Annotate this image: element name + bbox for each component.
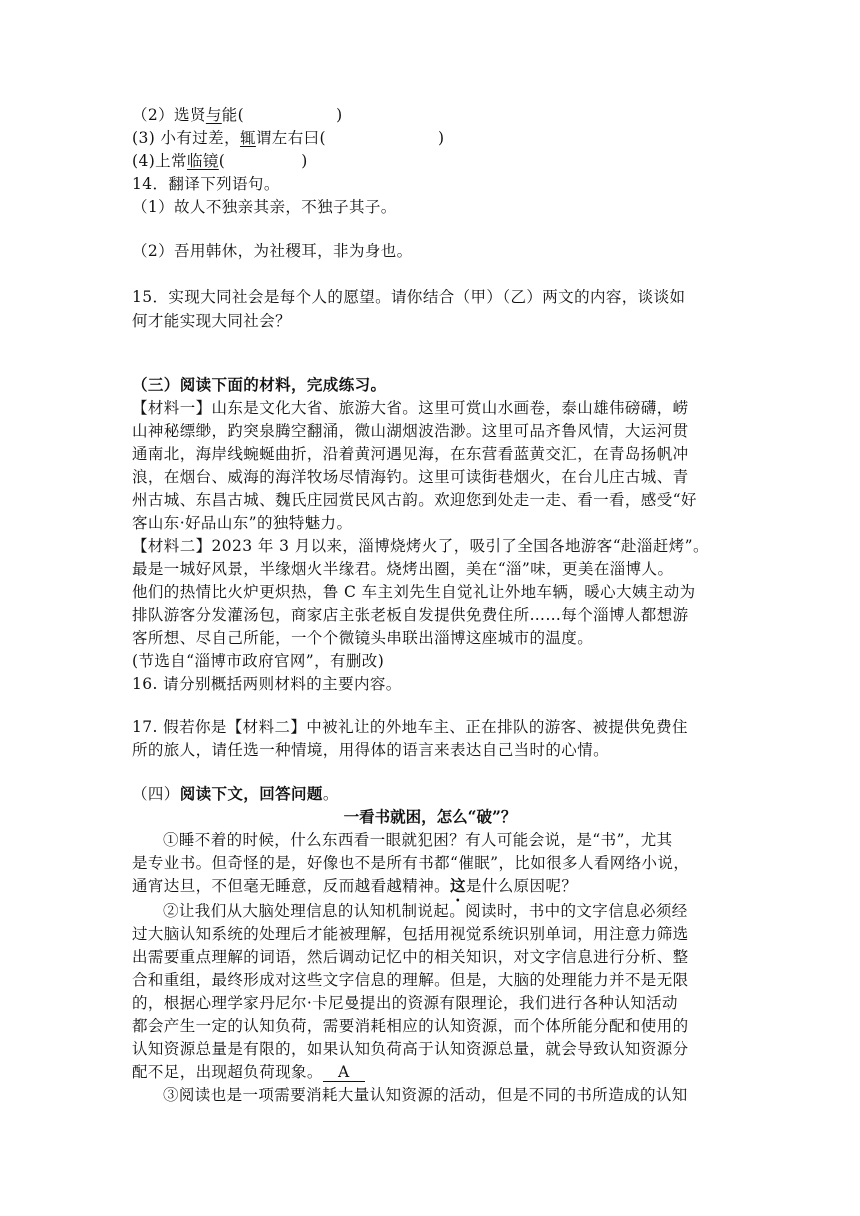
paragraph-2-line-6: 都会产生一定的认知负荷，需要消耗相应的认知资源，而个体所能分配和使用的: [132, 1017, 689, 1035]
paragraph-2-line-1: ②让我们从大脑处理信息的认知机制说起。阅读时，书中的文字信息必须经: [163, 902, 688, 920]
paragraph-2-line-5: 的，根据心理学家丹尼尔·卡尼曼提出的资源有限理论，我们进行各种认知活动: [132, 994, 678, 1012]
article-title: 一看书就困，怎么“破”？: [343, 807, 517, 826]
q13-item-3: [132, 127, 444, 149]
q14-sentence-1: （1）故人不独亲其亲，不独子其子。: [132, 198, 397, 216]
material-2-line-3: 他们的热情比火炉更炽热，鲁 C 车主刘先生自觉礼让外地车辆，暖心大姨主动为: [132, 583, 696, 601]
material-2-line-2: 最是一城好风景，半缘烟火半缘君。烧烤出圈，美在“淄”味，更美在淄博人。: [132, 560, 674, 578]
q13-item-4-underlined-word: 临镜: [186, 152, 219, 170]
material-2-line-4: 排队游客分发灌汤包，商家店主张老板自发提供免费住所……每个淄博人都想游: [132, 606, 689, 624]
q15-line-2: 何才能实现大同社会？: [132, 312, 292, 330]
paragraph-2-line-4: 合和重组，最终形成对这些文字信息的理解。但是，大脑的处理能力并不是无限: [132, 971, 689, 989]
q13-item-4-close: ): [301, 152, 308, 170]
section-4-instruction: 阅读下文，回答问题: [179, 784, 323, 803]
q13-item-3-underlined-word: 辄: [239, 129, 256, 147]
material-source: (节选自“淄博市政府官网”，有删改): [132, 652, 385, 670]
paragraph-3-line-1: ③阅读也是一项需要消耗大量认知资源的活动，但是不同的书所造成的认知: [163, 1086, 688, 1104]
paragraph-1-line-3-text: 通宵达旦，不但毫无睡意，反而越看越精神。: [132, 877, 451, 895]
paragraph-2-line-2: 过大脑认知系统的处理后才能被理解，包括用视觉系统识别单词，用注意力筛选: [132, 925, 689, 943]
q13-item-2-text: （2）选贤: [132, 106, 206, 124]
q13-item-3-text-b: 谓左右曰(: [255, 129, 326, 147]
q14-title: 14．翻译下列语句。: [132, 175, 280, 193]
paragraph-1-line-3-text-b: 是什么原因呢？: [465, 877, 578, 895]
q13-item-4-text-b: (: [218, 152, 226, 170]
q15-line-1: 15．实现大同社会是每个人的愿望。请你结合（甲）（乙）两文的内容，谈谈如: [132, 288, 686, 306]
emphasized-word: 这: [450, 876, 466, 895]
q13-item-3-text: (3) 小有过差，: [132, 129, 240, 147]
q13-item-2-underlined-word: 与: [205, 106, 222, 124]
material-1-line-1: 【材料一】山东是文化大省、旅游大省。这里可赏山水画卷，泰山雄伟磅礴，崂: [132, 399, 689, 417]
paragraph-2-line-7: 认知资源总量是有限的，如果认知负荷高于认知资源总量，就会导致认知资源分: [132, 1040, 689, 1058]
q13-item-2: [132, 104, 343, 126]
section-4-period: 。: [322, 785, 339, 803]
q17-line-2: 所的旅人，请任选一种情境，用得体的语言来表达自己当时的心情。: [132, 741, 610, 759]
material-2-line-5: 客所想、尽自己所能，一个个微镜头串联出淄博这座城市的温度。: [132, 629, 594, 647]
q13-item-4-text: (4)上常: [132, 152, 187, 170]
paragraph-2-line-8: [132, 1061, 365, 1083]
q14-sentence-2: （2）吾用韩休，为社稷耳，非为身也。: [132, 242, 413, 260]
q17-line-1: 17. 假若你是【材料二】中被礼让的外地车主、正在排队的游客、被提供免费住: [132, 718, 688, 736]
section-4-heading: [132, 783, 339, 805]
paragraph-2-line-3: 出需要重点理解的词语，然后调动记忆中的相关知识，对文字信息进行分析、整: [132, 948, 689, 966]
section-3-heading: （三）阅读下面的材料，完成练习。: [132, 375, 387, 394]
material-1-line-2: 山神秘缥缈，趵突泉腾空翻涌，微山湖烟波浩渺。这里可品齐鲁风情，大运河贯: [132, 422, 689, 440]
material-1-line-5: 州古城、东昌古城、魏氏庄园赏民风古韵。欢迎您到处走一走、看一看，感受“好: [132, 491, 697, 509]
q13-item-4: [132, 150, 308, 172]
material-1-line-4: 浪，在烟台、威海的海洋牧场尽情海钓。这里可读街巷烟火，在台儿庄古城、青: [132, 468, 689, 486]
answer-blank-a[interactable]: A: [323, 1063, 365, 1082]
paragraph-1-line-2: 是专业书。但奇怪的是，好像也不是所有书都“催眠”，比如很多人看网络小说，: [132, 854, 690, 872]
paragraph-2-line-8-text: 配不足，出现超负荷现象。: [132, 1063, 323, 1081]
q13-item-2-close: ): [336, 106, 343, 124]
material-1-line-3: 通南北，海岸线蜿蜒曲折，沿着黄河遇见海，在东营看蓝黄交汇，在青岛扬帆冲: [132, 445, 689, 463]
paragraph-1-line-1: ①睡不着的时候，什么东西看一眼就犯困？有人可能会说，是“书”，尤其: [163, 831, 673, 849]
q16: 16. 请分别概括两则材料的主要内容。: [132, 675, 402, 693]
material-1-line-6: 客山东·好品山东”的独特魅力。: [132, 514, 353, 532]
section-4-number: （四）: [132, 785, 180, 803]
material-2-line-1: 【材料二】2023 年 3 月以来，淄博烧烤火了，吸引了全国各地游客“赴淄赶烤”。: [132, 537, 709, 555]
q13-item-3-close: ): [437, 129, 445, 147]
q13-item-2-text-b: 能(: [221, 106, 245, 124]
